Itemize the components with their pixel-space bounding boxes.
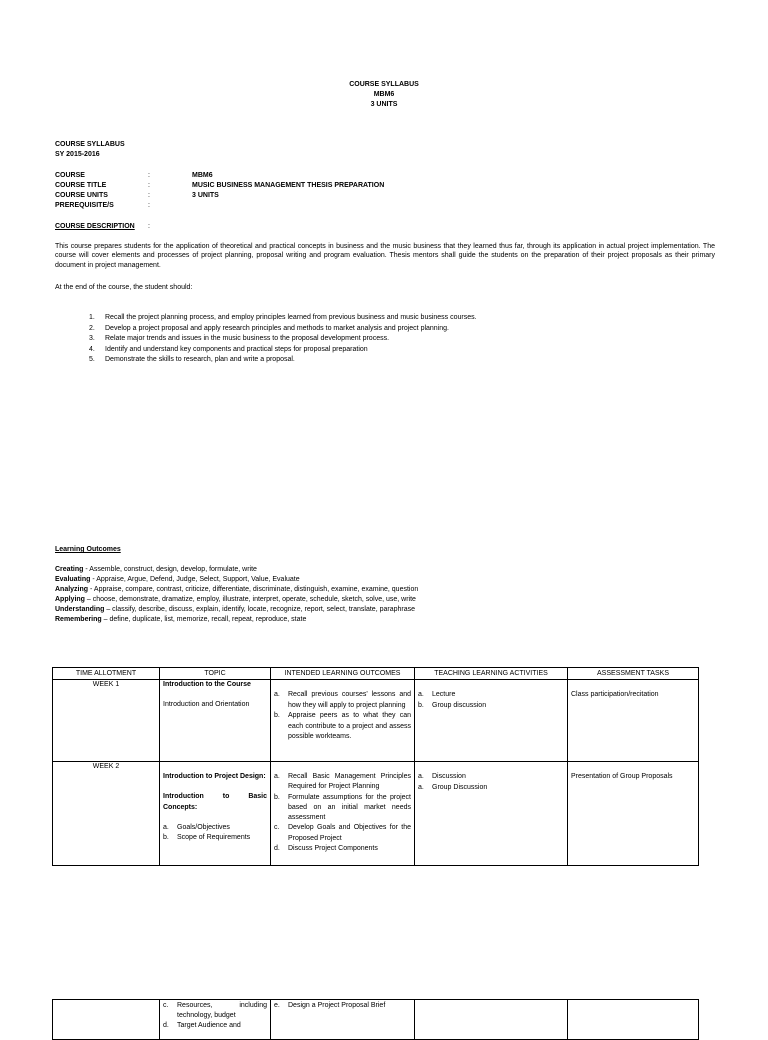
- course-description-label: COURSE DESCRIPTION: [55, 223, 135, 230]
- info-value: MUSIC BUSINESS MANAGEMENT THESIS PREPARATION: [192, 182, 385, 189]
- info-row-title: [55, 181, 384, 191]
- topic-cell: Introduction to the Course Introduction and Orientation: [160, 680, 271, 762]
- sub-header: [55, 140, 125, 160]
- info-value: MBM6: [192, 172, 213, 179]
- list-item: Analyzing - Appraise, compare, contrast, criticize, differentiate, discriminate, distinguish, examine, examine, question: [55, 586, 419, 593]
- list-item: Understanding – classify, describe, discuss, explain, identify, locate, recognize, report, select, translate, paraphrase: [55, 606, 416, 613]
- learning-outcomes-list: [55, 565, 418, 625]
- list-item: Remembering – define, duplicate, list, memorize, recall, repeat, reproduce, state: [55, 616, 307, 623]
- info-colon: :: [148, 223, 150, 230]
- header-teaching-learning-activities: TEACHING LEARNING ACTIVITIES: [415, 668, 568, 680]
- week-cell: [53, 1000, 160, 1040]
- course-description-label-row: [55, 222, 192, 232]
- list-item: 3. Relate major trends and issues in the music business to the proposal development process.: [89, 335, 390, 342]
- table-row: [53, 680, 699, 762]
- info-row-course: [55, 171, 384, 181]
- header-intended-learning-outcomes: INTENDED LEARNING OUTCOMES: [271, 668, 415, 680]
- assessment-cell: Class participation/recitation: [568, 680, 699, 762]
- info-colon: :: [148, 182, 150, 189]
- info-label: PREREQUISITE/S: [55, 202, 114, 209]
- week-cell: WEEK 2: [53, 762, 160, 866]
- info-colon: :: [148, 202, 150, 209]
- list-item: a. Recall Basic Management Principles Required for Project Planning: [274, 773, 411, 791]
- header-time-allotment: TIME ALLOTMENT: [53, 668, 160, 680]
- list-item: b. Formulate assumptions for the project based on an initial market needs assessment: [274, 793, 411, 822]
- list-item: a. Group Discussion: [418, 783, 488, 791]
- header-line-2: MBM6: [373, 91, 395, 98]
- tla-cell: [415, 680, 568, 762]
- list-item: d. Discuss Project Components: [274, 845, 378, 853]
- header-line-1: COURSE SYLLABUS: [349, 81, 419, 88]
- list-item: b. Group discussion: [418, 701, 487, 709]
- syllabus-header: [0, 80, 768, 110]
- info-colon: :: [148, 172, 150, 179]
- header-line-3: 3 UNITS: [370, 101, 398, 108]
- course-description-text: This course prepares students for the application of theoretical and practical concepts in business and the music business that they learned thus far, through its application in actual project implementation. The course will cover elements and processes of project planning, proposal writing and program evaluation. Thesis mentors shall guide the students on the preparation of their project proposals as their primary document in project management.: [55, 243, 715, 269]
- learning-outcomes-title: Learning Outcomes: [55, 546, 121, 553]
- list-item: 5. Demonstrate the skills to research, plan and write a proposal.: [89, 356, 295, 363]
- week-cell: WEEK 1: [53, 680, 160, 762]
- list-item: a. Recall previous courses' lessons and how they will apply to project planning: [274, 691, 411, 709]
- table-row: [53, 1000, 699, 1040]
- info-label: COURSE TITLE: [55, 182, 107, 189]
- assessment-cell: Presentation of Group Proposals: [568, 762, 699, 866]
- assessment-cell: [568, 1000, 699, 1040]
- list-item: e. Design a Project Proposal Brief: [274, 1002, 386, 1009]
- list-item: b. Scope of Requirements: [163, 834, 251, 842]
- list-item: a. Lecture: [418, 691, 456, 698]
- syllabus-table: [52, 667, 699, 866]
- tla-cell: [415, 762, 568, 866]
- list-item: d. Target Audience and: [163, 1022, 241, 1029]
- ilo-cell: [271, 680, 415, 762]
- list-item: Evaluating - Appraise, Argue, Defend, Judge, Select, Support, Value, Evaluate: [55, 576, 300, 583]
- topic-cell: [160, 1000, 271, 1040]
- list-item: a. Goals/Objectives: [163, 823, 230, 831]
- info-row-prereq: [55, 201, 384, 211]
- info-label: COURSE UNITS: [55, 192, 108, 199]
- list-item: a. Discussion: [418, 773, 466, 780]
- course-info: [55, 171, 384, 211]
- info-label: COURSE: [55, 172, 85, 179]
- list-item: Applying – choose, demonstrate, dramatize, employ, illustrate, interpret, operate, schedule, sketch, solve, use, write: [55, 596, 416, 603]
- list-item: Creating - Assemble, construct, design, develop, formulate, write: [55, 566, 257, 573]
- table-header-row: [53, 668, 699, 680]
- syllabus-table-continued: [52, 999, 699, 1040]
- sub-header-line-1: COURSE SYLLABUS: [55, 141, 125, 148]
- ilo-cell: [271, 762, 415, 866]
- list-item: 1. Recall the project planning process, and employ principles learned from previous business and music business courses.: [89, 314, 477, 321]
- objectives-list: [89, 313, 477, 366]
- list-item: 2. Develop a project proposal and apply research principles and methods to market analysis and project planning.: [89, 324, 449, 332]
- table-row: [53, 762, 699, 866]
- list-item: c. Resources, including technology, budget: [163, 1002, 267, 1019]
- info-row-units: [55, 191, 384, 201]
- list-item: b. Appraise peers as to what they can each contribute to a project and assess possible workteams.: [274, 712, 411, 740]
- objectives-intro: At the end of the course, the student should:: [55, 284, 193, 291]
- tla-cell: [415, 1000, 568, 1040]
- list-item: c. Develop Goals and Objectives for the Proposed Project: [274, 824, 411, 842]
- info-value: 3 UNITS: [192, 192, 219, 199]
- header-assessment-tasks: ASSESSMENT TASKS: [568, 668, 699, 680]
- ilo-cell: [271, 1000, 415, 1040]
- info-colon: :: [148, 192, 150, 199]
- list-item: 4. Identify and understand key components and practical steps for proposal preparation: [89, 345, 368, 353]
- header-topic: TOPIC: [160, 668, 271, 680]
- sub-header-line-2: SY 2015-2016: [55, 151, 100, 158]
- topic-cell: Introduction to Project Design: Introduction to Basic Concepts: a. Goals/Objectives b. Scope of Requirements: [160, 762, 271, 866]
